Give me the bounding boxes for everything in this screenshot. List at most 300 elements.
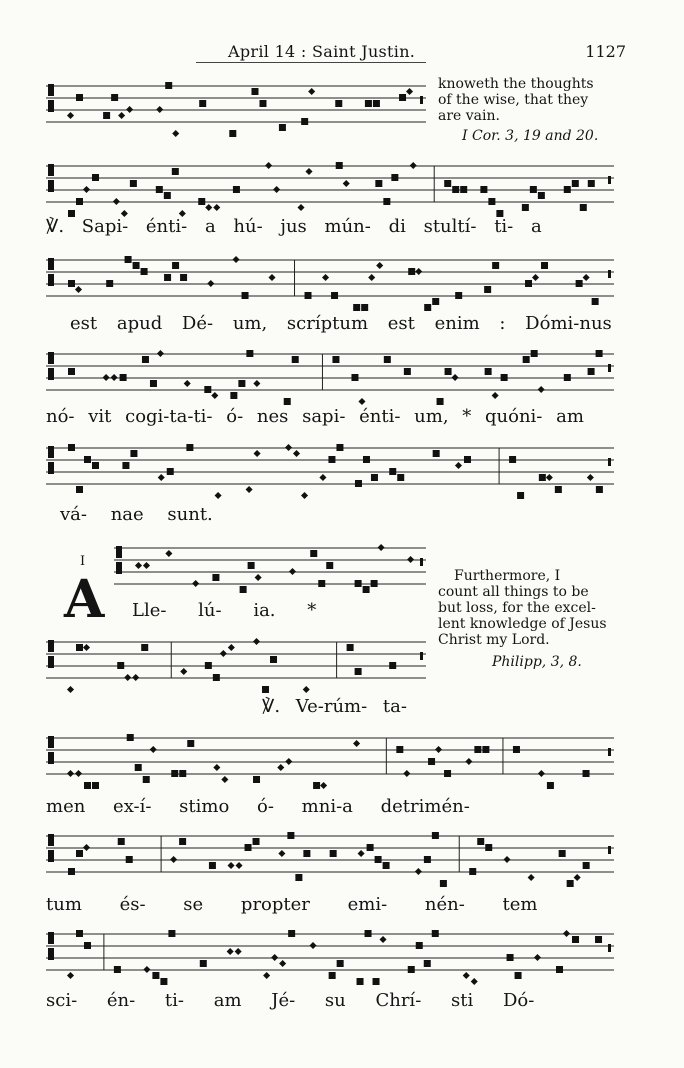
staff-lines xyxy=(46,926,614,982)
neume xyxy=(68,280,75,287)
neume xyxy=(587,474,594,481)
neume xyxy=(465,758,472,765)
neume xyxy=(76,930,83,937)
neume xyxy=(297,204,304,211)
neume xyxy=(363,456,370,463)
neume xyxy=(213,764,220,771)
neume xyxy=(125,256,132,263)
neume xyxy=(444,770,451,777)
neume xyxy=(157,350,164,357)
neume xyxy=(164,192,171,199)
neume xyxy=(228,644,235,651)
neume xyxy=(211,392,218,399)
neume xyxy=(309,942,316,949)
neume xyxy=(75,286,82,293)
neume xyxy=(103,112,110,119)
neume xyxy=(265,162,272,169)
neume xyxy=(111,94,118,101)
music-staff xyxy=(46,78,426,134)
neume xyxy=(67,112,74,119)
neume xyxy=(358,850,365,857)
neume xyxy=(463,972,470,979)
neume xyxy=(424,960,431,967)
neume xyxy=(135,562,142,569)
neume xyxy=(320,782,327,789)
neume xyxy=(368,274,375,281)
neume xyxy=(424,304,431,311)
neume xyxy=(477,838,484,845)
neume xyxy=(150,380,157,387)
neume xyxy=(84,782,91,789)
neume xyxy=(332,356,339,363)
neume xyxy=(165,82,172,89)
neume xyxy=(407,556,414,563)
neume xyxy=(126,106,133,113)
neume xyxy=(273,186,280,193)
neume xyxy=(305,168,312,175)
neume xyxy=(68,368,75,375)
neume xyxy=(215,492,222,499)
staff-lines xyxy=(46,158,614,214)
neume xyxy=(355,580,362,587)
neume xyxy=(588,368,595,375)
neume xyxy=(205,662,212,669)
neume xyxy=(523,356,530,363)
neume xyxy=(455,462,462,469)
clef-mark xyxy=(48,640,54,652)
neume xyxy=(361,304,368,311)
custos-mark xyxy=(608,748,611,756)
neume xyxy=(278,850,285,857)
neume xyxy=(432,930,439,937)
neume xyxy=(279,124,286,131)
neume xyxy=(227,948,234,955)
clef-mark xyxy=(48,100,54,112)
neume xyxy=(76,644,83,651)
neume xyxy=(76,486,83,493)
neume xyxy=(455,292,462,299)
neume xyxy=(76,850,83,857)
neume xyxy=(83,186,90,193)
neume xyxy=(184,380,191,387)
neume xyxy=(143,776,150,783)
neume xyxy=(399,94,406,101)
music-staff xyxy=(46,926,614,982)
neume xyxy=(471,978,478,985)
neume xyxy=(114,966,121,973)
neume xyxy=(556,966,563,973)
neume xyxy=(397,474,404,481)
neume xyxy=(84,456,91,463)
neume xyxy=(583,862,590,869)
neume xyxy=(83,844,90,851)
neume xyxy=(292,356,299,363)
neume xyxy=(76,198,83,205)
neume xyxy=(517,492,524,499)
neume xyxy=(120,374,127,381)
neume xyxy=(353,740,360,747)
neume xyxy=(271,954,278,961)
neume xyxy=(213,674,220,681)
neume xyxy=(213,204,220,211)
neume xyxy=(287,832,294,839)
neume xyxy=(158,474,165,481)
custos-mark xyxy=(420,96,423,104)
music-staff xyxy=(46,158,614,214)
neume xyxy=(406,88,413,95)
neume xyxy=(135,764,142,771)
neume xyxy=(416,942,423,949)
neume xyxy=(143,562,150,569)
neume xyxy=(445,368,452,375)
neume xyxy=(328,456,335,463)
neume xyxy=(337,960,344,967)
neume xyxy=(592,298,599,305)
side-note xyxy=(438,568,614,648)
page-number: 1127 xyxy=(585,42,626,61)
neume xyxy=(375,180,382,187)
neume xyxy=(531,350,538,357)
neume xyxy=(187,740,194,747)
neume xyxy=(469,868,476,875)
neume xyxy=(480,186,487,193)
neume xyxy=(172,130,179,137)
neume xyxy=(415,868,422,875)
clef-mark xyxy=(48,850,54,862)
neume xyxy=(156,186,163,193)
neume xyxy=(383,198,390,205)
neume xyxy=(84,942,91,949)
neume xyxy=(179,770,186,777)
neume xyxy=(375,856,382,863)
neume xyxy=(253,838,260,845)
music-staff xyxy=(114,540,426,596)
page-header xyxy=(0,42,684,66)
neume xyxy=(270,656,277,663)
neume xyxy=(165,550,172,557)
neume xyxy=(111,374,118,381)
neume xyxy=(303,850,310,857)
neume xyxy=(415,268,422,275)
neume xyxy=(130,450,137,457)
neume xyxy=(482,746,489,753)
neume xyxy=(227,862,234,869)
neume xyxy=(563,930,570,937)
neume xyxy=(452,186,459,193)
staff-lines xyxy=(46,346,614,402)
neume xyxy=(172,168,179,175)
neume xyxy=(595,936,602,943)
neume xyxy=(355,668,362,675)
neume xyxy=(92,782,99,789)
running-title: April 14 : Saint Justin. xyxy=(228,42,416,61)
neume xyxy=(343,180,350,187)
scripture-citation: Philipp, 3, 8. xyxy=(492,654,582,670)
neume xyxy=(371,580,378,587)
neume xyxy=(200,960,207,967)
neume xyxy=(572,180,579,187)
neume xyxy=(67,972,74,979)
side-note-line: lent knowledge of Jesus xyxy=(438,616,607,632)
neume xyxy=(192,580,199,587)
staff-lines xyxy=(46,634,426,690)
neume xyxy=(403,770,410,777)
neume xyxy=(534,954,541,961)
clef-mark xyxy=(116,562,122,574)
neume xyxy=(171,770,178,777)
neume xyxy=(358,398,365,405)
neume xyxy=(83,644,90,651)
neume xyxy=(259,100,266,107)
neume xyxy=(432,298,439,305)
neume xyxy=(152,972,159,979)
side-note-line: count all things to be xyxy=(438,584,589,600)
neume xyxy=(389,468,396,475)
neume xyxy=(532,274,539,281)
neume xyxy=(444,180,451,187)
neume xyxy=(150,746,157,753)
lyric-line: vá- nae sunt. xyxy=(60,504,213,525)
neume xyxy=(285,758,292,765)
alleluia-text: Lle- lú- ia. * xyxy=(132,600,317,621)
lyric-line: tum és- se propter emi- nén- tem xyxy=(46,894,538,915)
neume xyxy=(464,456,471,463)
neume xyxy=(235,948,242,955)
neume xyxy=(68,868,75,875)
neume xyxy=(124,674,131,681)
neume xyxy=(263,972,270,979)
neume xyxy=(238,380,245,387)
side-note-line: Furthermore, I xyxy=(454,568,561,584)
neume xyxy=(396,746,403,753)
neume xyxy=(347,644,354,651)
neume xyxy=(242,292,249,299)
neume xyxy=(67,770,74,777)
neume xyxy=(301,118,308,125)
lyric-line: sci- én- ti- am Jé- su Chrí- sti Dó- xyxy=(46,990,535,1011)
neume xyxy=(246,350,253,357)
neume xyxy=(596,486,603,493)
neume xyxy=(133,262,140,269)
staff-lines xyxy=(46,828,614,884)
neume xyxy=(118,838,125,845)
neume xyxy=(336,162,343,169)
neume xyxy=(564,186,571,193)
neume xyxy=(574,874,581,881)
neume xyxy=(204,386,211,393)
neume xyxy=(303,686,310,693)
neume xyxy=(233,186,240,193)
clef-mark xyxy=(48,736,54,748)
music-staff xyxy=(46,828,614,884)
neume xyxy=(301,492,308,499)
neume xyxy=(373,978,380,985)
lyric-line: nó- vit cogi-ta-ti- ó- nes sapi- énti- um, * quóni- am xyxy=(46,406,584,427)
custos-mark xyxy=(608,458,611,466)
neume xyxy=(117,662,124,669)
neume xyxy=(367,844,374,851)
neume xyxy=(437,398,444,405)
neume xyxy=(251,88,258,95)
neume xyxy=(305,292,312,299)
neume xyxy=(233,256,240,263)
neume xyxy=(230,392,237,399)
neume xyxy=(308,88,315,95)
neume xyxy=(485,844,492,851)
neume xyxy=(509,456,516,463)
custos-mark xyxy=(420,558,423,566)
neume xyxy=(326,562,333,569)
neume xyxy=(503,856,510,863)
neume xyxy=(530,186,537,193)
custos-mark xyxy=(608,944,611,952)
clef-mark xyxy=(48,656,54,668)
neume xyxy=(547,782,554,789)
neume xyxy=(408,268,415,275)
neume xyxy=(424,856,431,863)
neume xyxy=(488,198,495,205)
neume xyxy=(365,930,372,937)
neume xyxy=(583,274,590,281)
neume xyxy=(221,776,228,783)
neume xyxy=(245,844,252,851)
neume xyxy=(583,770,590,777)
neume xyxy=(255,574,262,581)
custos-mark xyxy=(420,652,423,660)
neume xyxy=(576,280,583,287)
clef-mark xyxy=(116,546,122,558)
neume xyxy=(180,668,187,675)
neume xyxy=(440,880,447,887)
neume xyxy=(246,486,253,493)
neume xyxy=(313,782,320,789)
side-note xyxy=(438,76,622,124)
neume xyxy=(492,262,499,269)
neume xyxy=(141,268,148,275)
scripture-citation: I Cor. 3, 19 and 20. xyxy=(462,128,599,144)
side-note-line: knoweth the thoughts xyxy=(438,76,594,92)
neume xyxy=(205,204,212,211)
neume xyxy=(389,662,396,669)
clef-mark xyxy=(48,752,54,764)
neume xyxy=(212,574,219,581)
neume xyxy=(355,480,362,487)
neume xyxy=(75,770,82,777)
neume xyxy=(484,286,491,293)
neume xyxy=(168,930,175,937)
neume xyxy=(167,468,174,475)
neume xyxy=(538,386,545,393)
neume xyxy=(262,686,269,693)
clef-mark xyxy=(48,834,54,846)
neume xyxy=(515,972,522,979)
music-staff xyxy=(46,440,614,496)
clef-mark xyxy=(48,352,54,364)
neume xyxy=(379,936,386,943)
neume xyxy=(378,544,385,551)
neume xyxy=(248,562,255,569)
neume xyxy=(541,262,548,269)
neume xyxy=(240,586,247,593)
neume xyxy=(277,764,284,771)
header-rule xyxy=(196,62,426,63)
neume xyxy=(199,100,206,107)
neume xyxy=(118,112,125,119)
neume xyxy=(122,462,129,469)
clef-mark xyxy=(48,180,54,192)
lyric-line: est apud Dé- um, scríptum est enim : Dómi-nus xyxy=(70,313,612,334)
side-note-line: but loss, for the excel- xyxy=(438,600,596,616)
music-staff xyxy=(46,730,614,786)
neume xyxy=(507,954,514,961)
neume xyxy=(384,356,391,363)
neume xyxy=(207,280,214,287)
lyric-line: ℣. Ve-rúm- ta- xyxy=(262,696,407,717)
neume xyxy=(198,198,205,205)
side-note-line: of the wise, that they xyxy=(438,92,589,108)
neume xyxy=(432,832,439,839)
neume xyxy=(293,450,300,457)
neume xyxy=(209,862,216,869)
custos-mark xyxy=(608,176,611,184)
neume xyxy=(126,856,133,863)
neume xyxy=(179,838,186,845)
mode-number: I xyxy=(80,554,86,569)
neume xyxy=(141,644,148,651)
neume xyxy=(130,180,137,187)
custos-mark xyxy=(608,846,611,854)
neume xyxy=(433,450,440,457)
neume xyxy=(539,474,546,481)
neume xyxy=(253,638,260,645)
neume xyxy=(513,746,520,753)
neume xyxy=(92,174,99,181)
neume xyxy=(435,746,442,753)
clef-mark xyxy=(48,462,54,474)
clef-mark xyxy=(48,446,54,458)
neume xyxy=(329,972,336,979)
neume xyxy=(391,174,398,181)
neume xyxy=(285,444,292,451)
neume xyxy=(318,580,325,587)
neume xyxy=(559,850,566,857)
clef-mark xyxy=(48,274,54,286)
neume xyxy=(160,978,167,985)
neume xyxy=(335,100,342,107)
neume xyxy=(170,856,177,863)
neume xyxy=(353,304,360,311)
initial-letter: A xyxy=(64,569,105,630)
neume xyxy=(67,686,74,693)
neume xyxy=(331,292,338,299)
lyric-line: men ex-í- stimo ó- mni-a detrimén- xyxy=(46,796,470,817)
neume xyxy=(588,180,595,187)
neume xyxy=(404,368,411,375)
neume xyxy=(142,356,149,363)
neume xyxy=(330,850,337,857)
neume xyxy=(92,462,99,469)
neume xyxy=(106,280,113,287)
neume xyxy=(143,966,150,973)
side-note-line: are vain. xyxy=(438,108,500,124)
neume xyxy=(127,734,134,741)
neume xyxy=(428,758,435,765)
neume xyxy=(132,674,139,681)
neume xyxy=(310,550,317,557)
staff-lines xyxy=(114,540,426,596)
staff-lines xyxy=(46,730,614,786)
clef-mark xyxy=(48,948,54,960)
